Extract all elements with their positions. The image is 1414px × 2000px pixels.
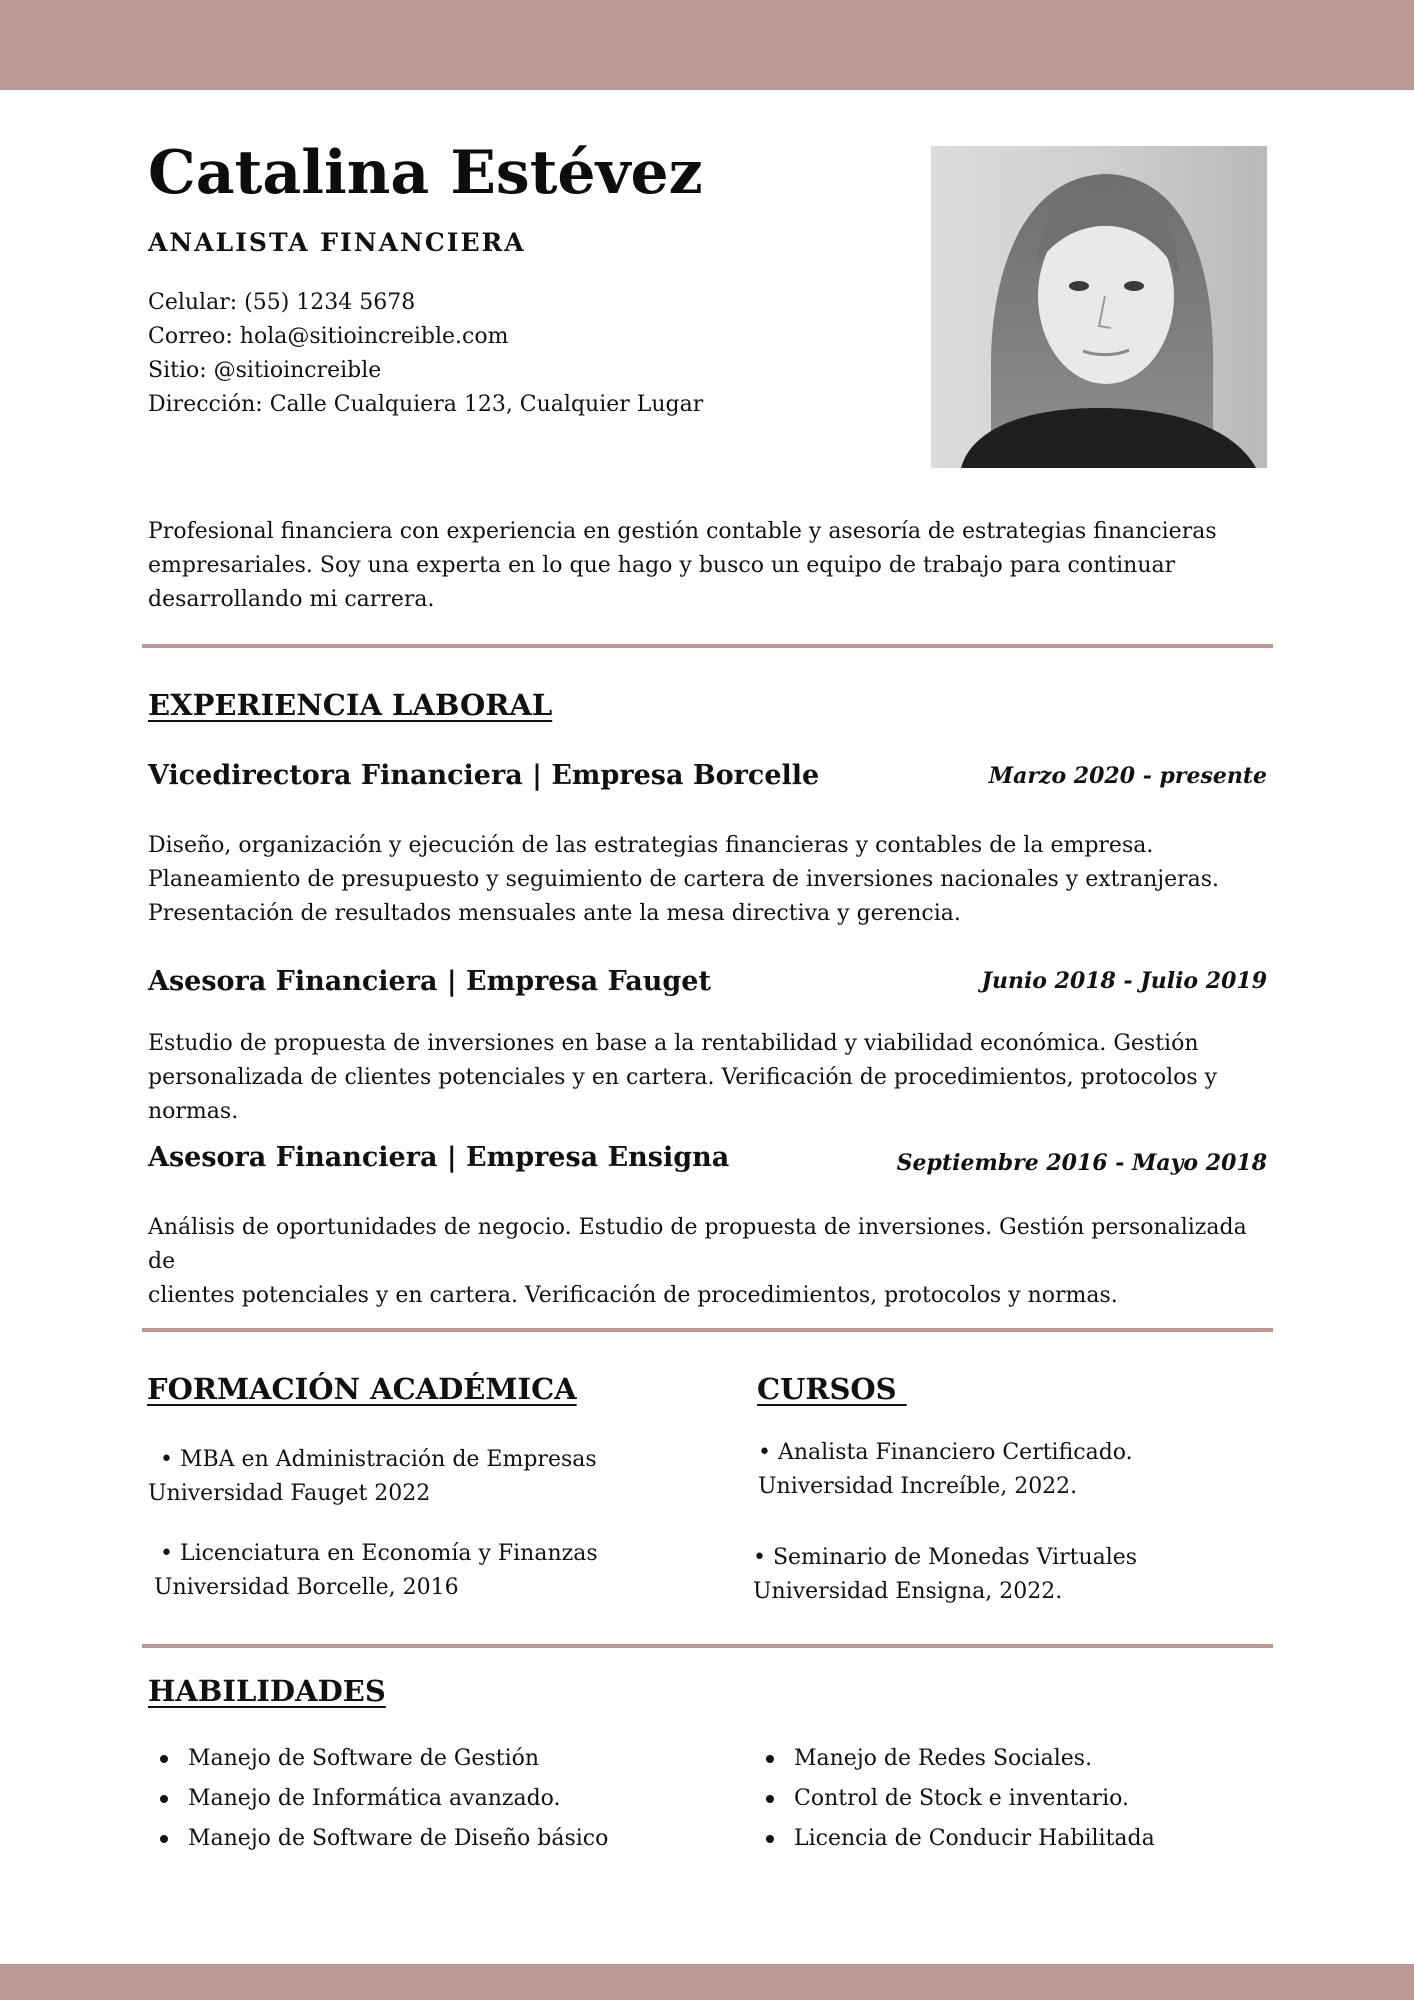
skill-item: Manejo de Informática avanzado. (148, 1779, 608, 1819)
job-title-borcelle: Vicedirectora Financiera | Empresa Borcelle (148, 760, 820, 791)
course-name: • Seminario de Monedas Virtuales (753, 1545, 1138, 1570)
education-institution: Universidad Borcelle, 2016 (154, 1575, 459, 1600)
job-title-ensigna: Asesora Financiera | Empresa Ensigna (148, 1142, 730, 1173)
education-item-mba (148, 1443, 597, 1511)
skill-item: Control de Stock e inventario. (754, 1779, 1155, 1819)
candidate-role: ANALISTA FINANCIERA (148, 228, 526, 257)
skill-item: Manejo de Redes Sociales. (754, 1739, 1155, 1779)
courses-section-title: CURSOS (757, 1372, 907, 1406)
section-divider (142, 1644, 1273, 1648)
job-description-borcelle (148, 829, 1268, 931)
job-description-line: personalizada de clientes potenciales y en cartera. Verificación de procedimientos, protocolos y normas. (148, 1065, 1218, 1124)
job-description-line: Análisis de oportunidades de negocio. Estudio de propuesta de inversiones. Gestión personalizada de (148, 1215, 1247, 1274)
section-divider (142, 644, 1273, 648)
profile-photo (931, 146, 1267, 468)
job-description-line: Diseño, organización y ejecución de las estrategias financieras y contables de la empresa. (148, 833, 1154, 858)
course-name: • Analista Financiero Certificado. (758, 1440, 1133, 1465)
skills-list-left (148, 1739, 608, 1859)
job-description-ensigna (148, 1211, 1268, 1313)
skill-item: Manejo de Software de Diseño básico (148, 1819, 608, 1859)
education-degree: • Licenciatura en Economía y Finanzas (160, 1541, 598, 1566)
course-institution: Universidad Ensigna, 2022. (753, 1579, 1063, 1604)
contact-phone: Celular: (55) 1234 5678 (148, 290, 416, 315)
job-date-ensigna: Septiembre 2016 - Mayo 2018 (896, 1150, 1267, 1176)
contact-address: Dirección: Calle Cualquiera 123, Cualquier Lugar (148, 392, 704, 417)
course-institution: Universidad Increíble, 2022. (758, 1474, 1078, 1499)
contact-info (148, 286, 703, 422)
education-degree: • MBA en Administración de Empresas (160, 1447, 597, 1472)
top-decorative-band (0, 0, 1414, 90)
skill-item: Manejo de Software de Gestión (148, 1739, 608, 1779)
job-description-fauget (148, 1027, 1268, 1129)
skill-item: Licencia de Conducir Habilitada (754, 1819, 1155, 1859)
skills-section-title: HABILIDADES (148, 1674, 386, 1708)
bottom-decorative-band (0, 1964, 1414, 2000)
section-divider (142, 1328, 1273, 1332)
experience-section-title: EXPERIENCIA LABORAL (148, 688, 553, 722)
education-institution: Universidad Fauget 2022 (148, 1481, 431, 1506)
job-date-borcelle: Marzo 2020 - presente (988, 763, 1267, 789)
job-title-fauget: Asesora Financiera | Empresa Fauget (148, 966, 711, 997)
education-section-title: FORMACIÓN ACADÉMICA (147, 1372, 577, 1406)
job-description-line: Estudio de propuesta de inversiones en base a la rentabilidad y viabilidad económica. Gestión (148, 1031, 1199, 1056)
candidate-name: Catalina Estévez (148, 138, 703, 208)
course-item-seminario (753, 1541, 1137, 1609)
skills-list-right (754, 1739, 1155, 1859)
job-description-line: Planeamiento de presupuesto y seguimiento de cartera de inversiones nacionales y extranjeras. (148, 867, 1220, 892)
contact-email: Correo: hola@sitioincreible.com (148, 324, 509, 349)
job-description-line: clientes potenciales y en cartera. Verificación de procedimientos, protocolos y normas. (148, 1283, 1118, 1308)
professional-summary: Profesional financiera con experiencia en gestión contable y asesoría de estrategias financieras empresariales. Soy una experta en lo que hago y busco un equipo de trabajo para continuar desarrollando mi carrera. (148, 519, 1217, 612)
job-description-line: Presentación de resultados mensuales ante la mesa directiva y gerencia. (148, 901, 961, 926)
education-item-licenciatura (154, 1537, 598, 1605)
profile-photo-illustration (931, 146, 1267, 468)
job-date-fauget: Junio 2018 - Julio 2019 (981, 968, 1267, 994)
course-item-analista (758, 1436, 1133, 1504)
contact-website: Sitio: @sitioincreible (148, 358, 382, 383)
